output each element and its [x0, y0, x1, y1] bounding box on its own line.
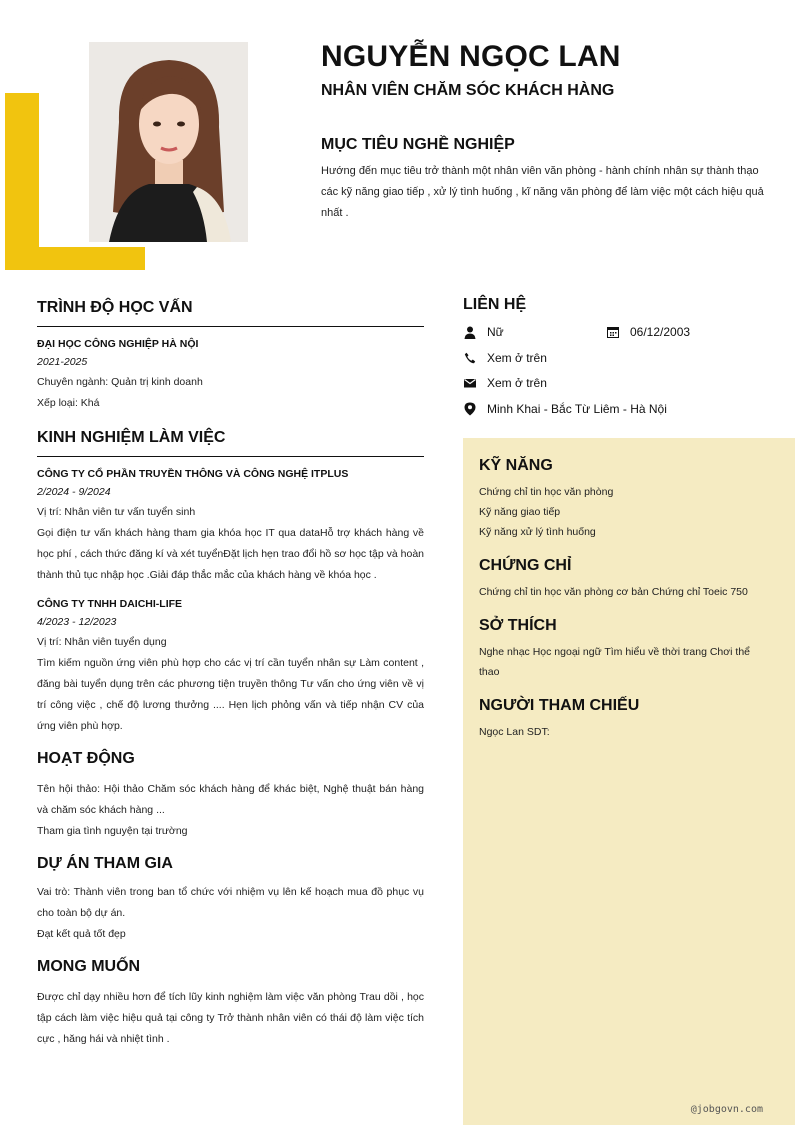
skill-item: Kỹ năng xử lý tình huống	[479, 526, 596, 538]
certificates-text: Chứng chỉ tin học văn phòng cơ bản Chứng chỉ Toeic 750	[479, 586, 748, 598]
skill-item: Chứng chỉ tin học văn phòng	[479, 486, 614, 498]
contact-address	[463, 402, 667, 416]
contact-birthday	[606, 325, 690, 339]
experience-heading: KINH NGHIỆM LÀM VIỆC	[37, 429, 226, 446]
wishes-heading: MONG MUỐN	[37, 958, 141, 975]
skill-item: Kỹ năng giao tiếp	[479, 506, 561, 518]
job-item	[37, 596, 424, 737]
education-section	[37, 296, 424, 414]
job-company: CÔNG TY TNHH DAICHI-LIFE	[37, 598, 183, 610]
watermark: @jobgovn.com	[690, 1104, 763, 1115]
activities-text: Tên hội thảo: Hội thảo Chăm sóc khách hàng để khác biệt, Nghệ thuật bán hàng và chăm sóc khách hàng ...	[37, 783, 424, 816]
birthday-value: 06/12/2003	[630, 325, 691, 339]
wishes-section	[37, 955, 424, 1050]
objective-heading: MỤC TIÊU NGHỀ NGHIỆP	[321, 136, 515, 153]
references-text: Ngọc Lan SDT:	[479, 726, 550, 738]
hobbies-text: Nghe nhạc Học ngoại ngữ Tìm hiểu về thời trang Chơi thể thao	[479, 646, 751, 678]
job-company: CÔNG TY CỔ PHẦN TRUYỀN THÔNG VÀ CÔNG NGHỆ ITPLUS	[37, 468, 349, 480]
skills-heading: KỸ NĂNG	[479, 457, 553, 474]
candidate-name: NGUYỄN NGỌC LAN	[321, 40, 621, 73]
phone-icon	[463, 352, 476, 365]
hobbies-heading: SỞ THÍCH	[479, 617, 557, 634]
contact-email	[463, 376, 547, 390]
education-heading: TRÌNH ĐỘ HỌC VẤN	[37, 299, 193, 316]
job-item	[37, 466, 424, 586]
activities-section	[37, 747, 424, 842]
divider	[37, 326, 424, 327]
job-position: NHÂN VIÊN CHĂM SÓC KHÁCH HÀNG	[321, 82, 615, 99]
mail-icon	[463, 377, 476, 390]
projects-role: Vai trò: Thành viên trong ban tổ chức với nhiệm vụ lên kế hoạch mua đồ phục vụ cho toàn bộ dự án.	[37, 886, 424, 919]
job-description: Gọi điện tư vấn khách hàng tham gia khóa học IT qua dataHỗ trợ khách hàng về học phí , cách thức đăng kí và xét tuyểnĐặt lịch hẹn trao đổi hồ sơ học tập và hoàn thành thủ tục nhập học .Giải đáp thắc mắc của khách hàng về khóa học .	[37, 527, 424, 581]
side-panel-content	[479, 454, 769, 742]
experience-section	[37, 426, 424, 737]
projects-result: Đạt kết quả tốt đẹp	[37, 928, 126, 940]
certificates-heading: CHỨNG CHỈ	[479, 557, 572, 574]
objective-text: Hướng đến mục tiêu trở thành một nhân viên văn phòng - hành chính nhân sự thành thạo các kỹ năng giao tiếp , xử lý tình huống , kĩ năng văn phòng để làm việc một cách hiệu quả nhất .	[321, 165, 764, 219]
job-role: Vị trí: Nhân viên tư vấn tuyển sinh	[37, 506, 196, 518]
activities-heading: HOẠT ĐỘNG	[37, 750, 135, 767]
contact-gender	[463, 325, 504, 339]
references-heading: NGƯỜI THAM CHIẾU	[479, 697, 640, 714]
phone-value: Xem ở trên	[487, 351, 547, 365]
gender-value: Nữ	[487, 325, 504, 339]
profile-photo	[89, 42, 248, 242]
accent-bar-vertical	[5, 93, 39, 270]
email-value: Xem ở trên	[487, 376, 547, 390]
divider	[37, 456, 424, 457]
job-period: 4/2023 - 12/2023	[37, 616, 117, 628]
person-icon	[463, 326, 476, 339]
side-panel	[463, 438, 795, 1125]
projects-section	[37, 852, 424, 945]
projects-heading: DỰ ÁN THAM GIA	[37, 855, 173, 872]
left-column	[37, 296, 424, 1050]
education-period: 2021-2025	[37, 356, 88, 368]
accent-bar-horizontal	[5, 247, 145, 270]
job-role: Vị trí: Nhân viên tuyển dụng	[37, 636, 167, 648]
job-description: Tìm kiếm nguồn ứng viên phù hợp cho các vị trí cần tuyển nhân sự Làm content , đăng bài tuyển dụng trên các phương tiện truyền thông Tư vấn cho ứng viên về vị trí công việc , chế độ lương thưởng .... Hẹn lịch phỏng vấn và tiếp nhận CV của ứng viên phù hợp.	[37, 657, 424, 732]
education-grade: Xếp loại: Khá	[37, 397, 100, 409]
education-school: ĐẠI HỌC CÔNG NGHIỆP HÀ NỘI	[37, 338, 199, 350]
activities-volunteer: Tham gia tình nguyện tại trường	[37, 825, 188, 837]
calendar-icon	[606, 326, 619, 339]
education-major: Chuyên ngành: Quản trị kinh doanh	[37, 376, 203, 388]
job-period: 2/2024 - 9/2024	[37, 486, 111, 498]
address-value: Minh Khai - Bắc Từ Liêm - Hà Nội	[487, 402, 667, 416]
contact-phone	[463, 351, 547, 365]
location-pin-icon	[463, 403, 476, 416]
contact-heading: LIÊN HỆ	[463, 296, 527, 313]
wishes-text: Được chỉ dạy nhiều hơn để tích lũy kinh nghiệm làm việc văn phòng Trau dồi , học tập cách làm việc hiệu quả tại công ty Trở thành nhân viên có thái độ làm việc tích cực , hăng hái và nhiệt tình .	[37, 991, 424, 1045]
